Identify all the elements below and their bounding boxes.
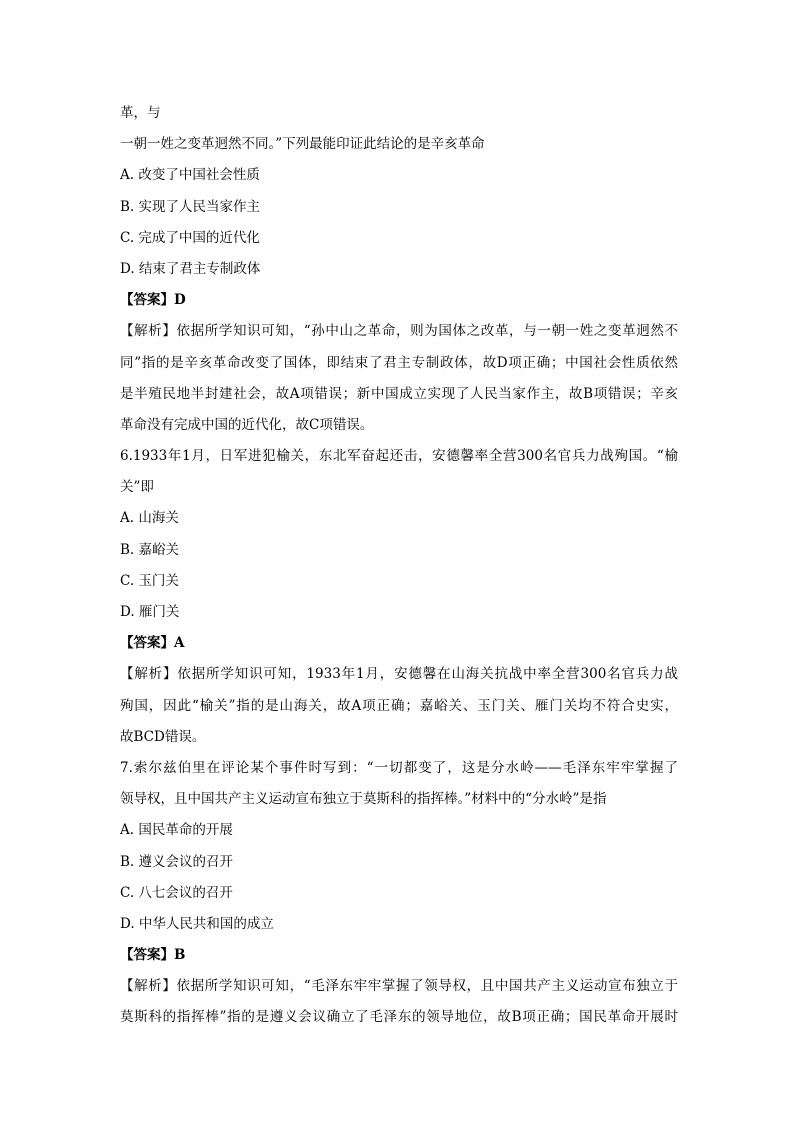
- analysis-text: 【解析】依据所学知识可知，1933年1月，安德馨在山海关抗战中率全营300名官兵力战: [120, 666, 678, 683]
- text-line: 革，与: [120, 105, 161, 121]
- option-c: C. 完成了中国的近代化: [120, 229, 260, 246]
- analysis-text: 【解析】依据所学知识可知，“孙中山之革命，则为国体之改革，与一朝一姓之变革迥然不: [120, 323, 678, 340]
- option-a: A. 改变了中国社会性质: [120, 167, 260, 184]
- option-b: B. 遵义会议的召开: [120, 853, 234, 870]
- option-a: A. 国民革命的开展: [120, 822, 233, 839]
- analysis-text: 【解析】依据所学知识可知，“毛泽东牢牢掌握了领导权，且中国共产主义运动宣布独立于: [120, 978, 678, 995]
- option-a: A. 山海关: [120, 510, 179, 527]
- option-d: D. 结束了君主专制政体: [120, 260, 261, 277]
- question-text: 7.索尔兹伯里在评论某个事件时写到：“一切都变了，这是分水岭——毛泽东牢牢掌握了: [120, 759, 678, 776]
- analysis-text: 同”指的是辛亥革命改变了国体，即结束了君主专制政体，故D项正确；中国社会性质依然: [120, 354, 678, 371]
- question-text: 关”即: [120, 479, 154, 496]
- option-d: D. 雁门关: [120, 604, 180, 620]
- analysis-text: 革命没有完成中国的近代化，故C项错误。: [120, 416, 374, 433]
- option-b: B. 实现了人民当家作主: [120, 198, 261, 215]
- document-page: [120, 98, 678, 1034]
- text-line: 一朝一姓之变革迥然不同。”下列最能印证此结论的是辛亥革命: [120, 136, 485, 153]
- analysis-text: 殉国，因此“榆关”指的是山海关，故A项正确；嘉峪关、玉门关、雁门关均不符合史实，: [120, 697, 678, 714]
- question-text: 领导权，且中国共产主义运动宣布独立于莫斯科的指挥棒。”材料中的“分水岭”是指: [120, 791, 607, 808]
- answer-label: 【答案】D: [120, 292, 186, 309]
- answer-label: 【答案】A: [120, 635, 185, 652]
- option-c: C. 八七会议的召开: [120, 884, 233, 901]
- option-d: D. 中华人民共和国的成立: [120, 915, 274, 932]
- analysis-text: 是半殖民地半封建社会，故A项错误；新中国成立实现了人民当家作主，故B项错误；辛亥: [120, 385, 678, 402]
- question-text: 6.1933年1月，日军进犯榆关，东北军奋起还击，安德馨率全营300名官兵力战殉国。“榆: [120, 448, 678, 465]
- answer-label: 【答案】B: [120, 947, 186, 964]
- option-c: C. 玉门关: [120, 572, 179, 589]
- option-b: B. 嘉峪关: [120, 541, 180, 558]
- analysis-text: 故BCD错误。: [120, 728, 206, 745]
- analysis-text: 莫斯科的指挥棒”指的是遵义会议确立了毛泽东的领导地位，故B项正确；国民革命开展时: [120, 1009, 678, 1026]
